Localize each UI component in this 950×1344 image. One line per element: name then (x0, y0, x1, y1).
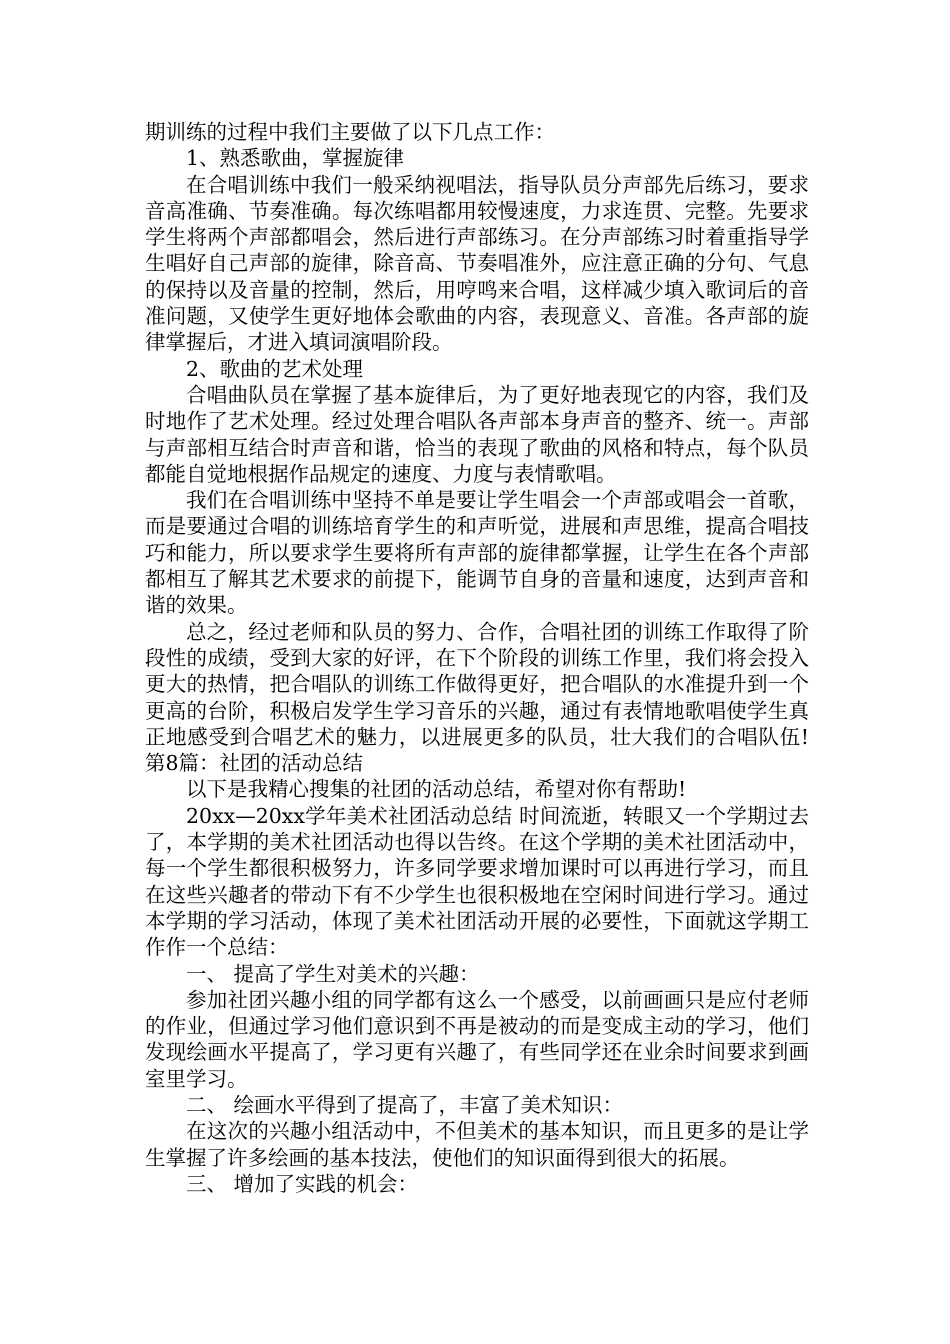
paragraph-sight-singing: 在合唱训练中我们一般采纳视唱法，指导队员分声部先后练习，要求音高准确、节奏准确。每次练唱都用较慢速度，力求连贯、完整。先要求学生将两个声部都唱会，然后进行声部练习。在分声部练习时着重指导学生唱好自己声部的旋律，除音高、节奏唱准外，应注意正确的分句、气息的保持以及音量的控制，然后，用哼鸣来合唱，这样减少填入歌词后的音准问题，又使学生更好地体会歌曲的内容，表现意义、音准。各声部的旋律掌握后，才进入填词演唱阶段。 (145, 172, 809, 355)
heading-artistic-treatment: 2、歌曲的艺术处理 (186, 356, 364, 381)
heading-interest-raised: 一、 提高了学生对美术的兴趣： (186, 961, 480, 986)
paragraph-intro: 期训练的过程中我们主要做了以下几点工作： (145, 120, 555, 144)
document-body (145, 119, 809, 1197)
heading-skill-improved: 二、 绘画水平得到了提高了，丰富了美术知识： (186, 1092, 624, 1117)
paragraph-artistic-treatment: 合唱曲队员在掌握了基本旋律后，为了更好地表现它的内容，我们及时地作了艺术处理。经过处理合唱队各声部本身声音的整齐、统一。声部与声部相互结合时声音和谐，恰当的表现了歌曲的风格和特点，每个队员都能自觉地根据作品规定的速度、力度与表情歌唱。 (145, 382, 809, 486)
paragraph-interest-raised: 参加社团兴趣小组的同学都有这么一个感受，以前画画只是应付老师的作业，但通过学习他们意识到不再是被动的而是变成主动的学习，他们发现绘画水平提高了，学习更有兴趣了，有些同学还在业余时间要求到画室里学习。 (145, 987, 809, 1091)
paragraph-preface: 以下是我精心搜集的社团的活动总结，希望对你有帮助! (186, 777, 687, 802)
heading-practice-opportunity: 三、 增加了实践的机会： (186, 1171, 419, 1196)
heading-familiarize-songs: 1、熟悉歌曲，掌握旋律 (186, 146, 405, 171)
paragraph-art-club-summary: 20xx—20xx学年美术社团活动总结 时间流逝，转眼又一个学期过去了，本学期的美术社团活动也得以告终。在这个学期的美术社团活动中，每一个学生都很积极努力，许多同学要求增加课时可以再进行学习，而且在这些兴趣者的带动下有不少学生也很积极地在空闲时间进行学习。通过本学期的学习活动，体现了美术社团活动开展的必要性，下面就这学期工作作一个总结： (145, 803, 809, 960)
paragraph-conclusion: 总之，经过老师和队员的努力、合作，合唱社团的训练工作取得了阶段性的成绩，受到大家的好评，在下个阶段的训练工作里，我们将会投入更大的热情，把合唱队的训练工作做得更好，把合唱队的水准提升到一个更高的台阶，积极启发学生学习音乐的兴趣，通过有表情地歌唱使学生真正地感受到合唱艺术的魅力，以进展更多的队员，壮大我们的合唱队伍!第8篇：社团的活动总结 (145, 619, 809, 776)
paragraph-skill-improved: 在这次的兴趣小组活动中，不但美术的基本知识，而且更多的是让学生掌握了许多绘画的基本技法，使他们的知识面得到很大的拓展。 (145, 1119, 809, 1170)
paragraph-harmony-training: 我们在合唱训练中坚持不单是要让学生唱会一个声部或唱会一首歌，而是要通过合唱的训练培育学生的和声听觉，进展和声思维，提高合唱技巧和能力，所以要求学生要将所有声部的旋律都掌握，让学生在各个声部都相互了解其艺术要求的前提下，能调节自身的音量和速度，达到声音和谐的效果。 (145, 488, 809, 618)
